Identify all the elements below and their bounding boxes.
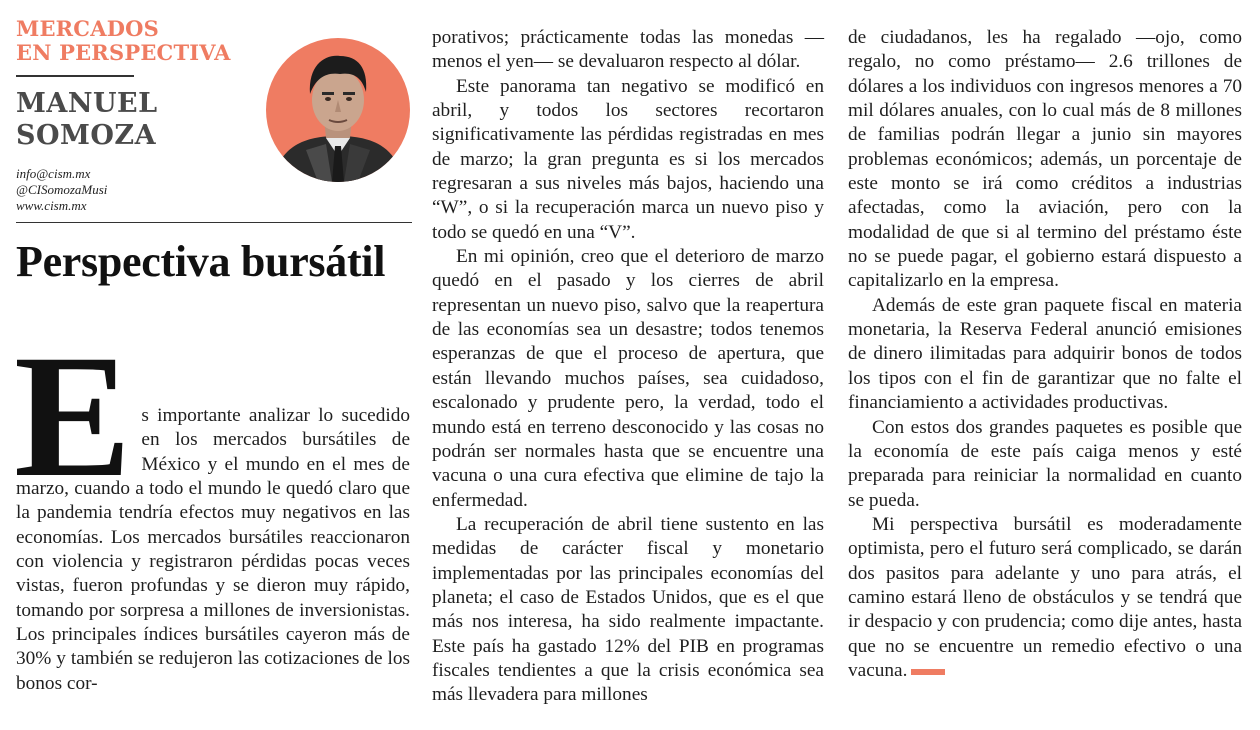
author-portrait-icon <box>266 38 410 182</box>
paragraph: En mi opinión, creo que el deterioro de marzo quedó en el pasado y los cierres de abril representan un nuevo piso, salvo que la reapertura de las economías sea un desastre; todos tenemos esperanzas de que el proceso de apertura, que están llevando muchos países, sea cuidadoso, escalonado y prudente pero, la verdad, todo el mundo está en terreno desconocido y las cosas no podrán ser normales hasta que se encuentre una vacuna o una cura efectiva que elimine de tajo la enfermedad. <box>432 246 824 511</box>
section-label-line-1: MERCADOS <box>16 16 159 41</box>
author-avatar <box>266 38 410 182</box>
paragraph-text: Mi perspectiva bursátil es moderadamente optimista, pero el futuro será complicado, se darán dos pasitos para adelante y uno para atrás, el camino estará lleno de obstáculos y se tendrá que ir despacio y con prudencia; como dije antes, hasta que no se encuentre un remedio efectivo o una vacuna. <box>848 513 1242 681</box>
section-label-line-2: EN PERSPECTIVA <box>16 40 231 65</box>
author-website[interactable]: www.cism.mx <box>16 198 87 213</box>
paragraph: Con estos dos grandes paquetes es posible que la economía de este país caiga menos y esté preparada para reiniciar la normalidad en cuanto se pueda. <box>848 416 1242 511</box>
end-of-article-icon <box>911 669 945 675</box>
article-column-1 <box>14 319 410 696</box>
paragraph: Además de este gran paquete fiscal en materia monetaria, la Reserva Federal anunció emisiones de dinero ilimitadas para adquirir bonos de todos los tipos con el fin de garantizar que no falte el financiamiento a actividades productivas. <box>848 294 1242 414</box>
article-headline: Perspectiva bursátil <box>16 237 386 286</box>
author-first-name: MANUEL <box>16 88 158 119</box>
column-1-text: s importante analizar lo sucedido en los mercados bursátiles de México y el mundo en el mes de marzo, cuando a todo el mundo le quedó claro que la pandemia tendría efectos muy negativos en las economías. Los mercados bursátiles reaccionaron con violencia y registraron pérdidas pocas veces vistas, fueron profundas y se dieron muy rápido, tomando por sorpresa a millones de inversionistas. Los principales índices bursátiles cayeron más de 30% y también se redujeron las cotizaciones de los bonos cor- <box>16 405 410 694</box>
author-contacts <box>16 166 236 214</box>
drop-cap: E <box>14 319 132 514</box>
final-paragraph <box>848 513 1242 683</box>
header-divider <box>16 222 412 223</box>
article-column-3 <box>848 26 1242 683</box>
author-name <box>16 88 216 152</box>
paragraph: de ciudadanos, les ha regalado —ojo, como regalo, no como préstamo— 2.6 trillones de dólares a los individuos con ingresos menores a 70 mil dólares anuales, con lo cual más de 8 millones de familias podrán llegar a junio sin mayores problemas económicos; además, un porcentaje de este monto se irá como créditos a industrias afectadas, como la aviación, pero con la modalidad de que si al termino del préstamo éste no se puede pagar, el gobierno estará dispuesto a capitalizarlo en la empresa. <box>848 27 1242 292</box>
paragraph: porativos; prácticamente todas las monedas —menos el yen— se devaluaron respecto al dólar. <box>432 27 824 73</box>
paragraph: La recuperación de abril tiene sustento en las medidas de carácter fiscal y monetario implementadas por las principales economías del planeta; el caso de Estados Unidos, que es el que más nos interesa, ha sido realmente impactante. Este país ha gastado 12% del PIB en programas fiscales tendientes a que la crisis económica sea más llevadera para millones <box>432 513 824 706</box>
author-twitter[interactable]: @CISomozaMusi <box>16 182 108 197</box>
column-section-label <box>16 17 231 65</box>
paragraph: Este panorama tan negativo se modificó en abril, y todos los sectores recortaron significativamente las pérdidas registradas en mes de marzo; la gran pregunta es si los mercados regresaran a sus niveles más bajos, haciendo una “W”, o si la recuperación marca un nuevo piso y todo se quedó en una “V”. <box>432 75 824 243</box>
section-divider <box>16 75 134 77</box>
author-email[interactable]: info@cism.mx <box>16 166 91 181</box>
article-column-2 <box>432 26 824 708</box>
author-last-name: SOMOZA <box>16 120 157 151</box>
